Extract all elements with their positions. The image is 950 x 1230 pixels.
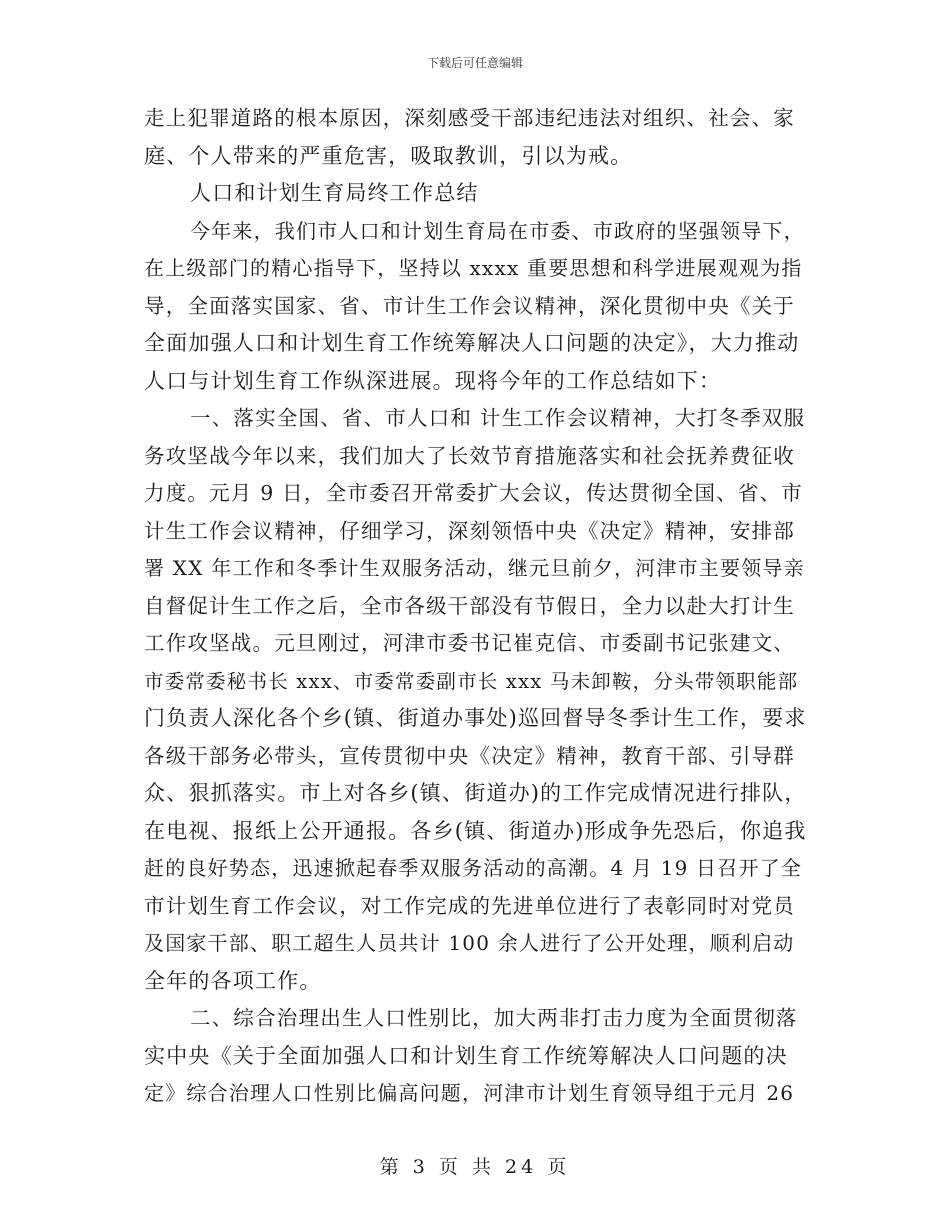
body-text-line: 走上犯罪道路的根本原因，深刻感受干部违纪违法对组织、社会、家 — [144, 106, 795, 130]
body-text-line: 署 XX 年工作和冬季计生双服务活动，继元旦前夕，河津市主要领导亲 — [144, 556, 805, 580]
body-text-line: 务攻坚战今年以来，我们加大了长效节育措施落实和社会抚养费征收 — [144, 443, 795, 468]
body-text-line: 自督促计生工作之后，全市各级干部没有节假日，全力以赴大打计生 — [144, 593, 795, 618]
body-text-line: 人口与计划生育工作纵深进展。现将今年的工作总结如下： — [144, 368, 722, 393]
body-text-line: 赶的良好势态，迅速掀起春季双服务活动的高潮。4 月 19 日召开了全 — [144, 856, 803, 880]
body-text-line: 人口和计划生育局终工作总结 — [190, 181, 479, 205]
body-text-line: 力度。元月 9 日，全市委召开常委扩大会议，传达贯彻全国、省、市 — [144, 481, 803, 505]
body-text-line: 在电视、报纸上公开通报。各乡(镇、街道办)形成争先恐后，你追我 — [144, 818, 807, 843]
body-text-line: 全年的各项工作。 — [144, 968, 322, 993]
body-text-line: 计生工作会议精神，仔细学习，深刻领悟中央《决定》精神，安排部 — [144, 518, 795, 543]
body-text-line: 导，全面落实国家、省、市计生工作会议精神，深化贯彻中央《关于 — [144, 293, 795, 318]
body-text-line: 今年来，我们市人口和计划生育局在市委、市政府的坚强领导下， — [190, 218, 805, 243]
body-text-line: 众、狠抓落实。市上对各乡(镇、街道办)的工作完成情况进行排队， — [144, 781, 807, 805]
body-text-line: 及国家干部、职工超生人员共计 100 余人进行了公开处理，顺利启动 — [144, 931, 795, 955]
body-text-line: 实中央《关于全面加强人口和计划生育工作统筹解决人口问题的决 — [144, 1043, 788, 1068]
document-body — [144, 100, 808, 1113]
body-text-line: 门负责人深化各个乡(镇、街道办事处)巡回督导冬季计生工作，要求 — [144, 706, 807, 730]
body-text-line: 市委常委秘书长 xxx、市委常委副市长 xxx 马未卸鞍，分头带领职能部 — [144, 669, 799, 693]
body-text-line: 全面加强人口和计划生育工作统筹解决人口问题的决定》，大力推动 — [144, 331, 800, 355]
body-text-line: 工作攻坚战。元旦刚过，河津市委书记崔克信、市委副书记张建文、 — [144, 631, 795, 655]
page-number-footer: 第 3 页 共 24 页 — [379, 1156, 571, 1178]
body-text-line: 各级干部务必带头，宣传贯彻中央《决定》精神，教育干部、引导群 — [144, 743, 795, 768]
body-text-line: 在上级部门的精心指导下，坚持以 xxxx 重要思想和科学进展观观为指 — [144, 256, 803, 280]
body-text-line: 一、落实全国、省、市人口和 计生工作会议精神，大打冬季双服 — [190, 406, 806, 430]
page-header-note: 下载后可任意编辑 — [426, 56, 523, 70]
body-text-line: 市计划生育工作会议，对工作完成的先进单位进行了表彰同时对党员 — [144, 893, 795, 918]
body-text-line: 定》综合治理人口性别比偏高问题，河津市计划生育领导组于元月 26 — [144, 1081, 795, 1105]
body-text-line: 庭、个人带来的严重危害，吸取教训，引以为戒。 — [144, 143, 633, 168]
body-text-line: 二、综合治理出生人口性别比，加大两非打击力度为全面贯彻落 — [190, 1006, 798, 1030]
